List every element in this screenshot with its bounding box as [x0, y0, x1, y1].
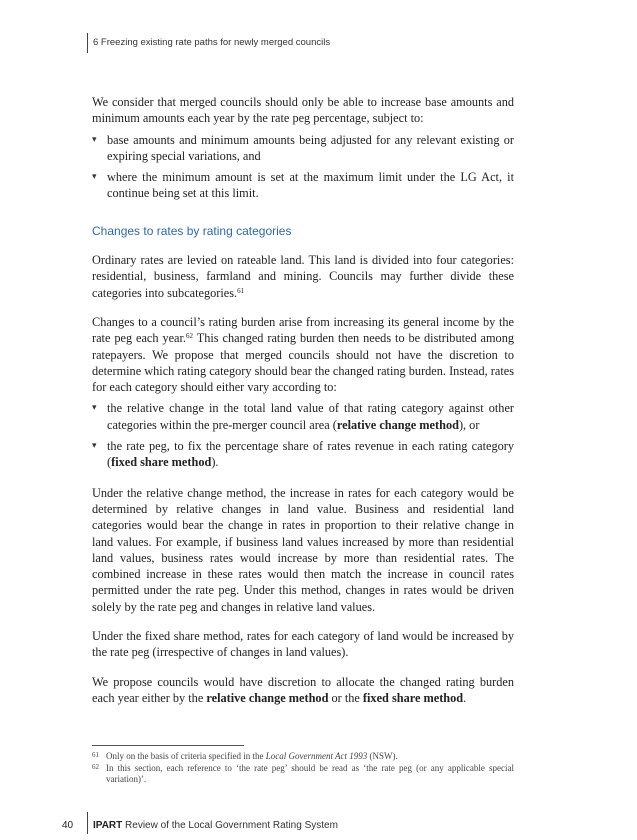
bullet-text: ), or: [458, 417, 480, 432]
bold-term: relative change method: [336, 417, 459, 432]
intro-bullet-list: [92, 132, 514, 202]
method-bullet-list: [92, 400, 514, 470]
footnote-61: [92, 751, 514, 763]
paragraph-proposal: [92, 674, 514, 707]
page-body: [92, 94, 514, 719]
footnote-italic: Local Government Act 1993: [265, 751, 368, 761]
bold-term: fixed share method: [111, 455, 212, 470]
paragraph-rating-burden: [92, 314, 514, 395]
footnote-rule: [92, 745, 244, 746]
paragraph-relative-change: Under the relative change method, the increase in rates for each category would be determined by relative changes in land value. Business and residential land categories would bear the change in rates in proportion to their relative change in land values. For example, if business land values increased by more than residential land values, business rates would increase by more than residential rates. The combined increase in these rates would then match the increase in council rates permitted under the rate peg. Under this method, changes in rates would be driven solely by the rate peg and changes in relative land values.: [92, 485, 514, 614]
paragraph-rating-categories: [92, 252, 514, 301]
footnote-62: [92, 763, 514, 786]
paragraph-text: This changed rating burden then needs to be distributed among ratepayers. We propose that merged councils should not have the discretion to determine which rating category should bear the changed rating burden. Instead, rates for each category should either vary according to:: [92, 331, 515, 395]
footer-org: IPART: [93, 820, 123, 831]
footnotes: [92, 751, 514, 786]
intro-bullet-1: ▾ base amounts and minimum amounts being adjusted for any relevant existing or expiring special variations, and: [92, 132, 514, 165]
intro-paragraph: We consider that merged councils should only be able to increase base amounts and minimum amounts each year by the rate peg percentage, subject to:: [92, 95, 514, 126]
footnote-ref-61: 61: [237, 286, 245, 295]
footnote-text: (NSW).: [367, 751, 398, 761]
paragraph-text: Ordinary rates are levied on rateable land. This land is divided into four categories: residential, business, farmland and mining. Councils may further divide these categories into subcategories.: [92, 253, 514, 300]
bullet-text: the relative change in the total land value of that rating category against other categories within the pre-merger council area (: [107, 401, 514, 432]
footnote-number: 62: [92, 762, 99, 771]
running-footer: [93, 820, 338, 831]
footnote-text: In this section, each reference to ‘the rate peg’ should be read as ‘the rate peg (or any applicable special variation)’.: [106, 762, 514, 784]
footnote-text: Only on the basis of criteria specified in the: [106, 751, 266, 761]
page-number: 40: [62, 820, 74, 831]
header-rule: [87, 33, 88, 53]
running-head: 6 Freezing existing rate paths for newly merged councils: [93, 37, 331, 48]
paragraph-text: .: [463, 690, 467, 705]
bold-term: fixed share method: [362, 690, 464, 705]
footer-title: Review of the Local Government Rating System: [122, 820, 338, 831]
footnote-ref-62: 62: [186, 332, 194, 341]
bullet-text: the rate peg, to fix the percentage share of rates revenue in each rating category (: [107, 439, 514, 470]
paragraph-text: Changes to a council’s rating burden arise from increasing its general income by the rate peg each year.: [92, 314, 514, 346]
method-bullet-relative-change: [92, 400, 514, 433]
method-bullet-fixed-share: [92, 438, 514, 471]
footer-rule: [87, 812, 88, 834]
paragraph-text: or the: [328, 690, 363, 705]
footnote-number: 61: [92, 751, 99, 759]
paragraph-text: We propose councils would have discretion to allocate the changed rating burden each year either by the: [92, 674, 514, 705]
paragraph-fixed-share: Under the fixed share method, rates for each category of land would be increased by the rate peg (irrespective of changes in land values).: [92, 629, 514, 660]
bullet-text: ).: [211, 455, 219, 470]
bold-term: relative change method: [206, 690, 329, 705]
section-heading: Changes to rates by rating categories: [92, 223, 292, 238]
intro-bullet-2: ▾ where the minimum amount is set at the maximum limit under the LG Act, it continue being set at this limit.: [92, 169, 514, 202]
